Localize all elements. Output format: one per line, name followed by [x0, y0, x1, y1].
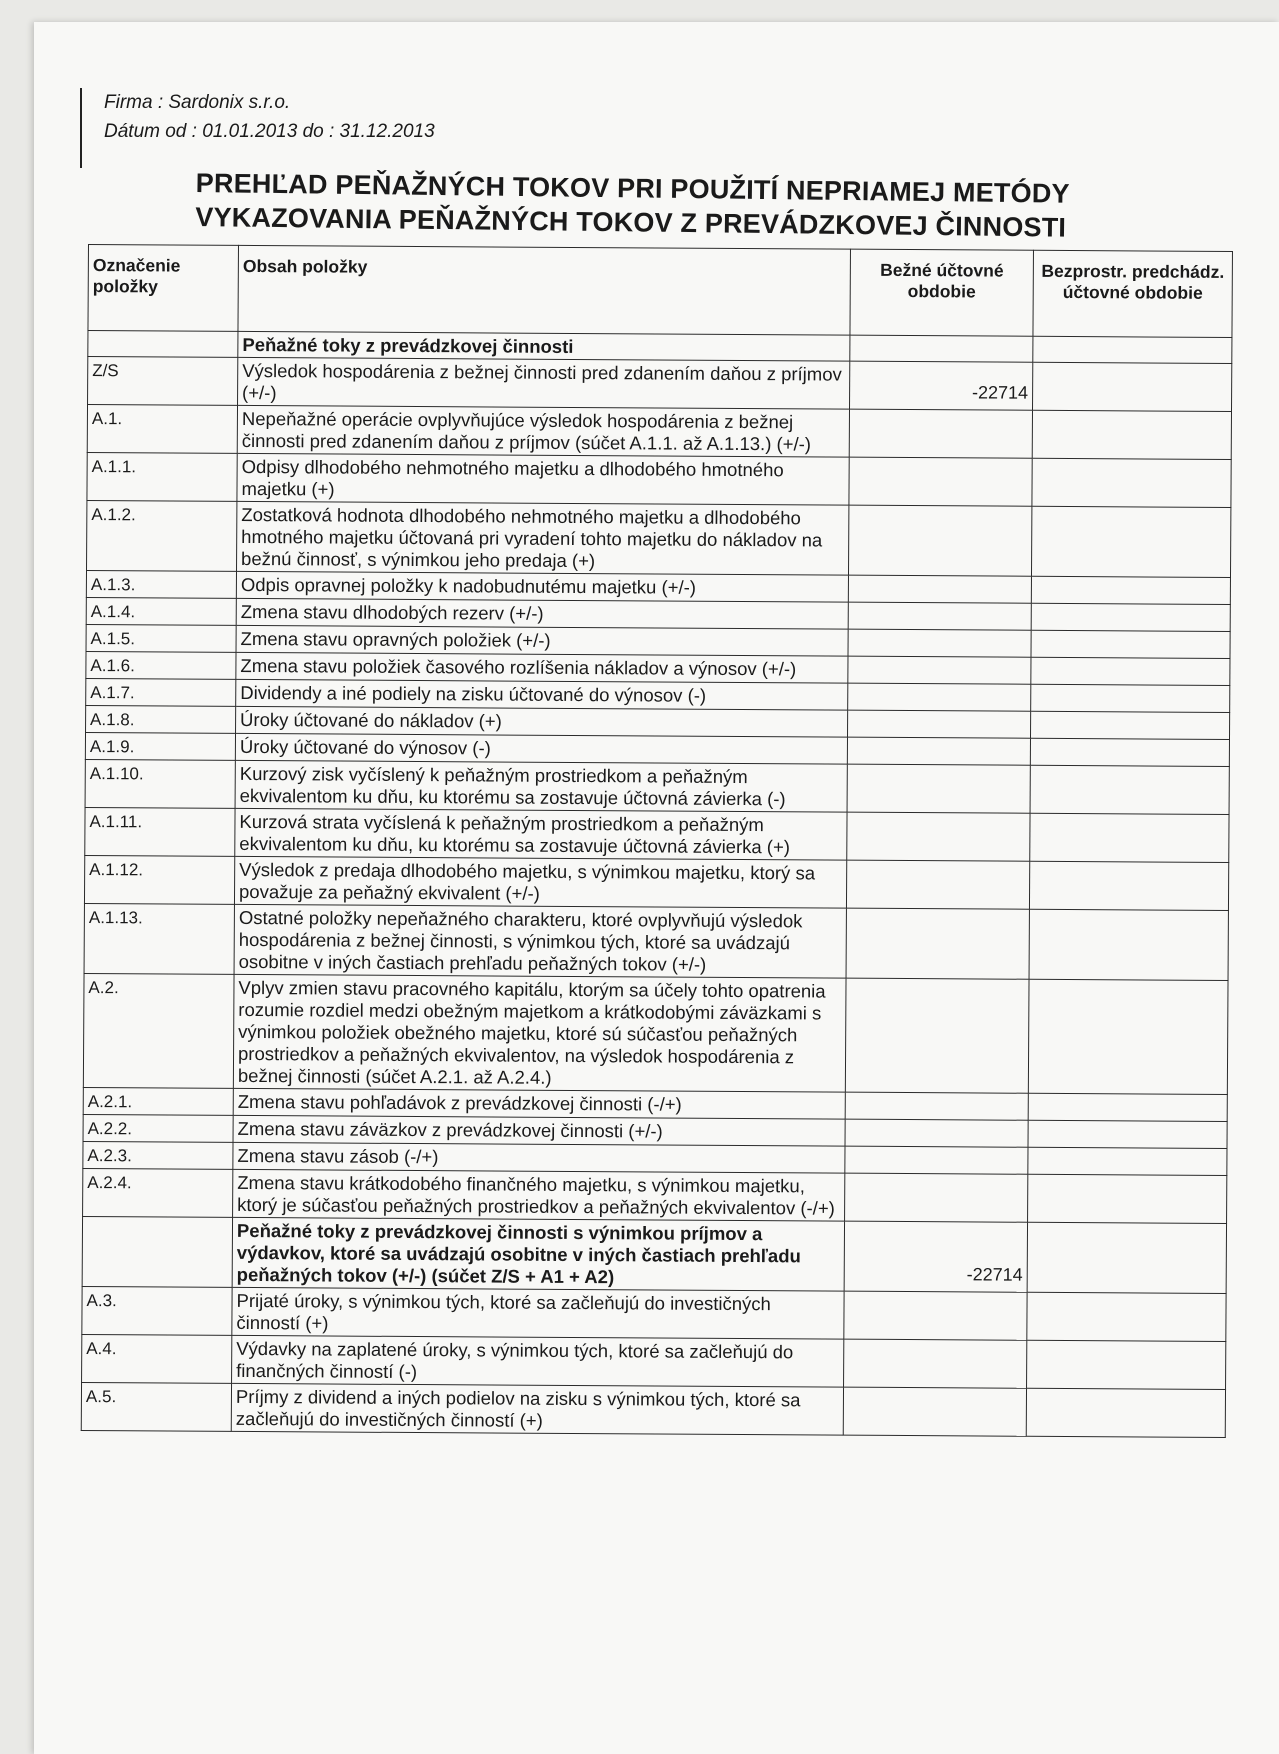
- document-header: [104, 88, 435, 146]
- row-current-value: [845, 1146, 1028, 1174]
- row-current-value: [847, 737, 1030, 765]
- row-previous-value: [1027, 1292, 1226, 1341]
- row-content: Zmena stavu položiek časového rozlíšenia nákladov a výnosov (+/-): [236, 652, 848, 683]
- row-code: A.5.: [81, 1382, 231, 1431]
- row-previous-value: [1031, 603, 1230, 631]
- row-code: A.2.1.: [83, 1087, 233, 1115]
- row-current-value: [849, 457, 1032, 506]
- row-previous-value: [1031, 657, 1230, 685]
- row-content: Výsledok z predaja dlhodobého majetku, s výnimkou majetku, ktorý sa považuje za peňažný ekvivalent (+/-): [234, 856, 846, 908]
- row-previous-value: [1031, 630, 1230, 658]
- row-code: A.1.: [87, 405, 237, 454]
- row-previous-value: [1029, 861, 1228, 910]
- row-current-value: [848, 602, 1031, 630]
- section-current-cell: [850, 335, 1033, 362]
- row-previous-value: [1027, 1222, 1226, 1293]
- row-code: A.1.11.: [85, 807, 235, 856]
- row-previous-value: [1033, 362, 1232, 411]
- row-current-value: [847, 764, 1030, 813]
- row-current-value: [848, 710, 1031, 738]
- row-code: A.1.13.: [84, 903, 234, 974]
- table-row: [87, 500, 1231, 577]
- row-content: Kurzový zisk vyčíslený k peňažným prostriedkom a peňažným ekvivalentom ku dňu, ku ktorému sa zostavuje účtovná závierka (-): [235, 760, 847, 812]
- row-content: Úroky účtované do výnosov (-): [235, 733, 847, 764]
- row-previous-value: [1030, 813, 1229, 862]
- row-previous-value: [1030, 711, 1229, 739]
- table-row: [83, 973, 1228, 1094]
- row-code: A.2.2.: [83, 1114, 233, 1142]
- row-current-value: [844, 1339, 1027, 1388]
- section-title: Peňažné toky z prevádzkovej činnosti: [238, 331, 850, 361]
- table-row: [82, 1334, 1226, 1389]
- title-line-1: PREHĽAD PEŇAŽNÝCH TOKOV PRI POUŽITÍ NEPRIAMEJ METÓDY: [195, 167, 1070, 209]
- row-previous-value: [1028, 1093, 1227, 1121]
- row-content: Prijaté úroky, s výnimkou tých, ktoré sa začleňujú do investičných činností (+): [232, 1287, 844, 1339]
- row-content: Zmena stavu opravných položiek (+/-): [236, 625, 848, 656]
- row-content: Úroky účtované do nákladov (+): [236, 706, 848, 737]
- row-current-value: [848, 656, 1031, 684]
- row-current-value: [848, 575, 1031, 603]
- table-row: [84, 855, 1228, 910]
- row-code: A.3.: [82, 1286, 232, 1335]
- row-content: Ostatné položky nepeňažného charakteru, ktoré ovplyvňujú výsledok hospodárenia z bežnej činnosti, s výnimkou tých, ktoré sa uvádzajú osobitne v iných častiach prehľadu peňažných tokov (+/-): [234, 904, 846, 978]
- table-row: [81, 1382, 1225, 1437]
- row-current-value: [845, 1173, 1028, 1222]
- row-previous-value: [1031, 506, 1230, 577]
- margin-mark: [80, 88, 82, 168]
- row-code: A.1.5.: [86, 624, 236, 652]
- row-previous-value: [1031, 576, 1230, 604]
- date-line: Dátum od : 01.01.2013 do : 31.12.2013: [104, 121, 435, 142]
- row-content: Zmena stavu pohľadávok z prevádzkovej činnosti (-/+): [233, 1088, 845, 1119]
- row-current-value: [844, 1291, 1027, 1340]
- cash-flow-table-wrap: [81, 244, 1232, 1438]
- row-previous-value: [1032, 458, 1231, 507]
- title-line-2: VYKAZOVANIA PEŇAŽNÝCH TOKOV Z PREVÁDZKOVEJ ČINNOSTI: [195, 201, 1067, 243]
- row-content: Vplyv zmien stavu pracovného kapitálu, ktorým sa účely tohto opatrenia rozumie rozdiel medzi obežným majetkom a krátkodobými záväzkami s výnimkou položiek obežného majetku, ktoré sú súčasťou peňažných prostriedkov a peňažných ekvivalentov, na výsledok hospodárenia z bežnej činnosti (súčet A.2.1. až A.2.4.): [233, 974, 846, 1092]
- row-code: A.1.10.: [85, 759, 235, 808]
- row-current-value: [848, 683, 1031, 711]
- row-content: Kurzová strata vyčíslená k peňažným prostriedkom a peňažným ekvivalentom ku dňu, ku ktorému sa zostavuje účtovná závierka (+): [235, 808, 847, 860]
- table-row: [88, 357, 1232, 412]
- row-current-value: [847, 812, 1030, 861]
- row-content: Výsledok hospodárenia z bežnej činnosti pred zdanením daňou z príjmov (+/-): [238, 357, 850, 409]
- row-current-value: -22714: [844, 1221, 1027, 1292]
- table-row: [82, 1286, 1226, 1341]
- cash-flow-table: [81, 244, 1233, 1438]
- row-previous-value: [1027, 1340, 1226, 1389]
- row-current-value: [849, 409, 1032, 458]
- row-current-value: [846, 860, 1029, 909]
- row-code: A.1.7.: [86, 678, 236, 706]
- row-current-value: [845, 978, 1029, 1093]
- row-code: Z/S: [88, 357, 238, 406]
- row-code: A.1.6.: [86, 651, 236, 679]
- row-previous-value: [1028, 1120, 1227, 1148]
- row-content: Zmena stavu krátkodobého finančného majetku, s výnimkou majetku, ktorý je súčasťou peňažných prostriedkov a peňažných ekvivalentov (-/+): [233, 1169, 845, 1221]
- row-current-value: [843, 1387, 1026, 1436]
- row-content: Zostatková hodnota dlhodobého nehmotného majetku a dlhodobého hmotného majetku účtovaná pri vyradení tohto majetku do nákladov na bežnú činnosť, s výnimkou jeho predaja (+): [237, 501, 849, 575]
- row-previous-value: [1030, 765, 1229, 814]
- table-row: [87, 405, 1231, 460]
- col-header-code: Označenie položky: [88, 245, 239, 332]
- row-code: A.1.12.: [84, 855, 234, 904]
- table-row: [87, 452, 1231, 507]
- row-content: Peňažné toky z prevádzkovej činnosti s výnimkou príjmov a výdavkov, ktoré sa uvádzajú osobitne v iných častiach prehľadu peňažných tokov (+/-) (súčet Z/S + A1 + A2): [232, 1217, 844, 1291]
- row-code: A.1.3.: [86, 570, 236, 598]
- document-title: [195, 166, 1206, 246]
- row-content: Dividendy a iné podiely na zisku účtované do výnosov (-): [236, 679, 848, 710]
- row-current-value: -22714: [850, 361, 1033, 410]
- row-code: A.2.3.: [83, 1141, 233, 1169]
- row-code: A.1.2.: [87, 500, 237, 571]
- row-code: A.1.8.: [86, 705, 236, 733]
- row-previous-value: [1032, 410, 1231, 459]
- row-current-value: [845, 1092, 1028, 1120]
- table-row: [82, 1216, 1226, 1293]
- row-previous-value: [1028, 1174, 1227, 1223]
- row-code: A.1.9.: [85, 732, 235, 760]
- row-code: [82, 1216, 232, 1287]
- row-previous-value: [1030, 738, 1229, 766]
- row-content: Odpis opravnej položky k nadobudnutému majetku (+/-): [236, 571, 848, 602]
- table-row: [84, 903, 1228, 980]
- row-content: Zmena stavu dlhodobých rezerv (+/-): [236, 598, 848, 629]
- table-header-row: [88, 245, 1233, 338]
- row-code: A.2.: [83, 973, 234, 1088]
- col-header-content: Obsah položky: [238, 245, 851, 335]
- row-current-value: [845, 1119, 1028, 1147]
- row-previous-value: [1029, 909, 1228, 980]
- row-previous-value: [1026, 1388, 1225, 1437]
- row-code: A.1.4.: [86, 597, 236, 625]
- row-previous-value: [1031, 684, 1230, 712]
- row-code: A.2.4.: [83, 1168, 233, 1217]
- row-current-value: [848, 629, 1031, 657]
- table-row: [85, 807, 1229, 862]
- row-content: Zmena stavu zásob (-/+): [233, 1142, 845, 1173]
- row-content: Nepeňažné operácie ovplyvňujúce výsledok hospodárenia z bežnej činnosti pred zdanením daňou z príjmov (súčet A.1.1. až A.1.13.) (+/-): [237, 405, 849, 457]
- section-previous-cell: [1033, 336, 1232, 363]
- section-code-cell: [88, 331, 238, 358]
- col-header-previous: Bezprostr. predchádz. účtovné obdobie: [1033, 250, 1233, 337]
- row-content: Výdavky na zaplatené úroky, s výnimkou tých, ktoré sa začleňujú do finančných činností (-): [232, 1335, 844, 1387]
- row-current-value: [848, 505, 1031, 576]
- row-previous-value: [1028, 979, 1228, 1094]
- col-header-current: Bežné účtovné obdobie: [850, 249, 1034, 336]
- row-content: Odpisy dlhodobého nehmotného majetku a dlhodobého hmotného majetku (+): [237, 453, 849, 505]
- row-previous-value: [1028, 1147, 1227, 1175]
- table-row: [83, 1168, 1227, 1223]
- row-current-value: [846, 908, 1029, 979]
- row-content: Príjmy z dividend a iných podielov na zisku s výnimkou tých, ktoré sa začleňujú do investičných činností (+): [231, 1383, 843, 1435]
- table-row: [85, 759, 1229, 814]
- row-content: Zmena stavu záväzkov z prevádzkovej činnosti (+/-): [233, 1115, 845, 1146]
- row-code: A.1.1.: [87, 452, 237, 501]
- firm-line: Firma : Sardonix s.r.o.: [104, 92, 291, 113]
- row-code: A.4.: [82, 1334, 232, 1383]
